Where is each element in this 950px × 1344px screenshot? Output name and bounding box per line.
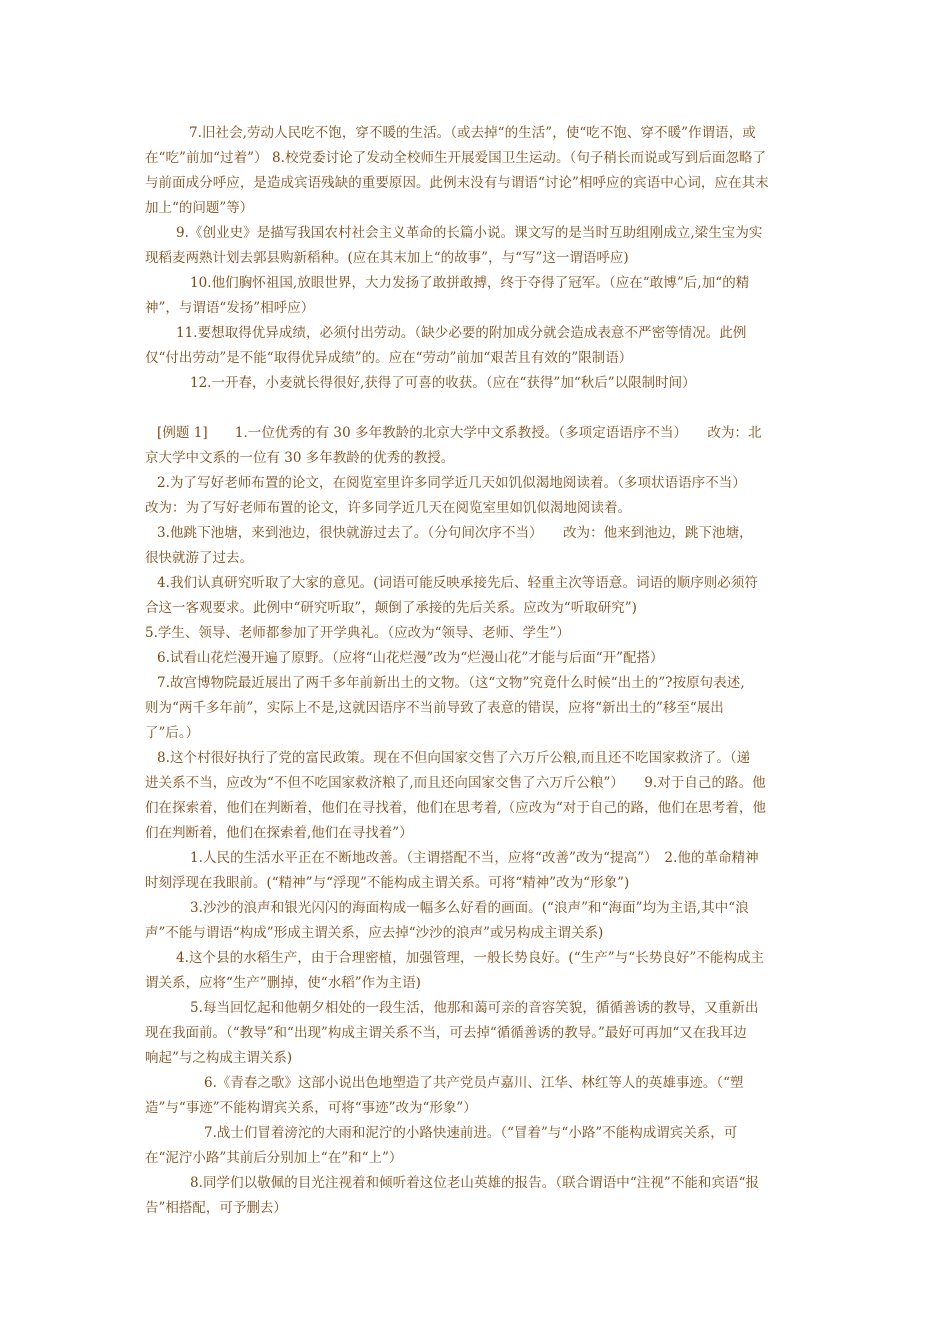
text-line: 8.这个村很好执行了党的富民政策。现在不但向国家交售了六万斤公粮,而且还不吃国家救济了。（递 [157,750,751,766]
text-line: 2.为了写好老师布置的论文，在阅览室里许多同学近几天如饥似渴地阅读着。（多项状语语序不当） [157,475,746,491]
text-line: 响起”与之构成主谓关系) [145,1050,293,1066]
text-line: 改为：为了写好老师布置的论文，许多同学近几天在阅览室里如饥似渴地阅读着。 [145,500,631,516]
text-line: 仅“付出劳动”是不能“取得优异成绩”的。应在“劳动”前加“艰苦且有效的”限制语） [145,350,633,366]
text-line: 10.他们胸怀祖国,放眼世界，大力发扬了敢拼敢搏，终于夺得了冠军。（应在“敢博”后,加“的精 [190,275,750,291]
text-line: 则为“两千多年前”，实际上不是,这就因语序不当前导致了表意的错误，应将“新出土的”移至“展出 [145,700,724,716]
text-line: 4.这个县的水稻生产，由于合理密植，加强管理，一般长势良好。(“生产”与“长势良好”不能构成主 [176,950,765,966]
text-line: 神”，与谓语“发扬”相呼应） [145,300,315,316]
text-line: 12.一开春，小麦就长得很好,获得了可喜的收获。（应在“获得”加“秋后”以限制时间） [190,375,696,391]
text-line: 3.他跳下池塘，来到池边，很快就游过去了。（分句间次序不当） 改为：他来到池边，跳下池塘， [157,525,753,541]
example-heading-line: [例题 1] 1.一位优秀的有 30 多年教龄的北京大学中文系教授。（多项定语语序不当） 改为：北 [157,425,762,441]
text-line: 声”不能与谓语“构成”形成主谓关系，应去掉“沙沙的浪声”或另构成主谓关系) [145,925,604,941]
text-line: 7.战士们冒着滂沱的大雨和泥泞的小路快速前进。（“冒着”与“小路”不能构成谓宾关系，可 [204,1125,738,1141]
text-line: 告”相搭配，可予删去） [145,1200,287,1216]
text-line: 时刻浮现在我眼前。(“精神”与“浮现”不能构成主谓关系。可将“精神”改为“形象”) [145,875,630,891]
text-line: 5.每当回忆起和他朝夕相处的一段生活，他那和蔼可亲的音容笑貌，循循善诱的教导，又重新出 [190,1000,759,1016]
text-line: 9.《创业史》是描写我国农村社会主义革命的长篇小说。课文写的是当时互助组刚成立,梁生宝为实 [176,225,763,241]
text-line: 7.旧社会,劳动人民吃不饱，穿不暖的生活。（或去掉“的生活”，使“吃不饱、穿不暖”作谓语，或 [189,125,756,141]
text-line: 与前面成分呼应，是造成宾语残缺的重要原因。此例末没有与谓语“讨论”相呼应的宾语中心词，应在其末 [145,175,769,191]
text-line: 造”与“事迹”不能构谓宾关系，可将“事迹”改为“形象”） [145,1100,477,1116]
text-line: 11.要想取得优异成绩，必须付出劳动。（缺少必要的附加成分就会造成表意不严密等情况。此例 [176,325,747,341]
text-line: 6.《青春之歌》这部小说出色地塑造了共产党员卢嘉川、江华、林红等人的英雄事迹。（“塑 [204,1075,744,1091]
text-line: 现稻麦两熟计划去郭县购新稻种。(应在其末加上“的故事”，与“写”这一谓语呼应) [145,250,629,266]
text-line: 7.故宫博物院最近展出了两千多年前新出土的文物。（这“文物”究竟什么时候“出土的”?按原句表述, [157,675,745,691]
text-line: 合这一客观要求。此例中“研究听取”，颠倒了承接的先后关系。应改为“听取研究”) [145,600,637,616]
text-line: 6.试看山花烂漫开遍了原野。（应将“山花烂漫”改为“烂漫山花”才能与后面“开”配搭） [157,650,664,666]
text-line: 谓关系，应将“生产”删掉，使“水稻”作为主语) [145,975,421,991]
text-line: 很快就游了过去。 [145,550,253,566]
text-line: 在“吃”前加“过着”） 8.校党委讨论了发动全校师生开展爱国卫生运动。（句子稍长而说或写到后面忽略了 [145,150,767,166]
text-line: 京大学中文系的一位有 30 多年教龄的优秀的教授。 [145,450,455,466]
text-line: 们在探索着，他们在判断着，他们在寻找着，他们在思考着,（应改为“对于自己的路，他们在思考着，他 [145,800,767,816]
text-line: 了”后。） [145,725,200,741]
text-line: 进关系不当，应改为“不但不吃国家救济粮了,而且还向国家交售了六万斤公粮”） 9.对于自己的路。他 [145,775,766,791]
text-line: 1.人民的生活水平正在不断地改善。（主谓搭配不当，应将“改善”改为“提高”） 2.他的革命精神 [190,850,759,866]
text-line: 3.沙沙的浪声和银光闪闪的海面构成一幅多么好看的画面。(“浪声”和“海面”均为主语,其中“浪 [190,900,749,916]
text-line: 8.同学们以敬佩的目光注视着和倾听着这位老山英雄的报告。（联合谓语中“注视”不能和宾语“报 [190,1175,760,1191]
text-line: 现在我面前。（“教导”和“出现”构成主谓关系不当，可去掉“循循善诱的教导。”最好可再加“又在我耳边 [145,1025,747,1041]
text-line: 4.我们认真研究听取了大家的意见。(词语可能反映承接先后、轻重主次等语意。词语的顺序则必须符 [157,575,758,591]
text-line: 在“泥泞小路”其前后分别加上“在”和“上”） [145,1150,403,1166]
text-line: 加上“的问题”等） [145,200,254,216]
text-line: 5.学生、领导、老师都参加了开学典礼。（应改为“领导、老师、学生”） [145,625,570,641]
text-line: 们在判断着，他们在探索着,他们在寻找着”） [145,825,413,841]
